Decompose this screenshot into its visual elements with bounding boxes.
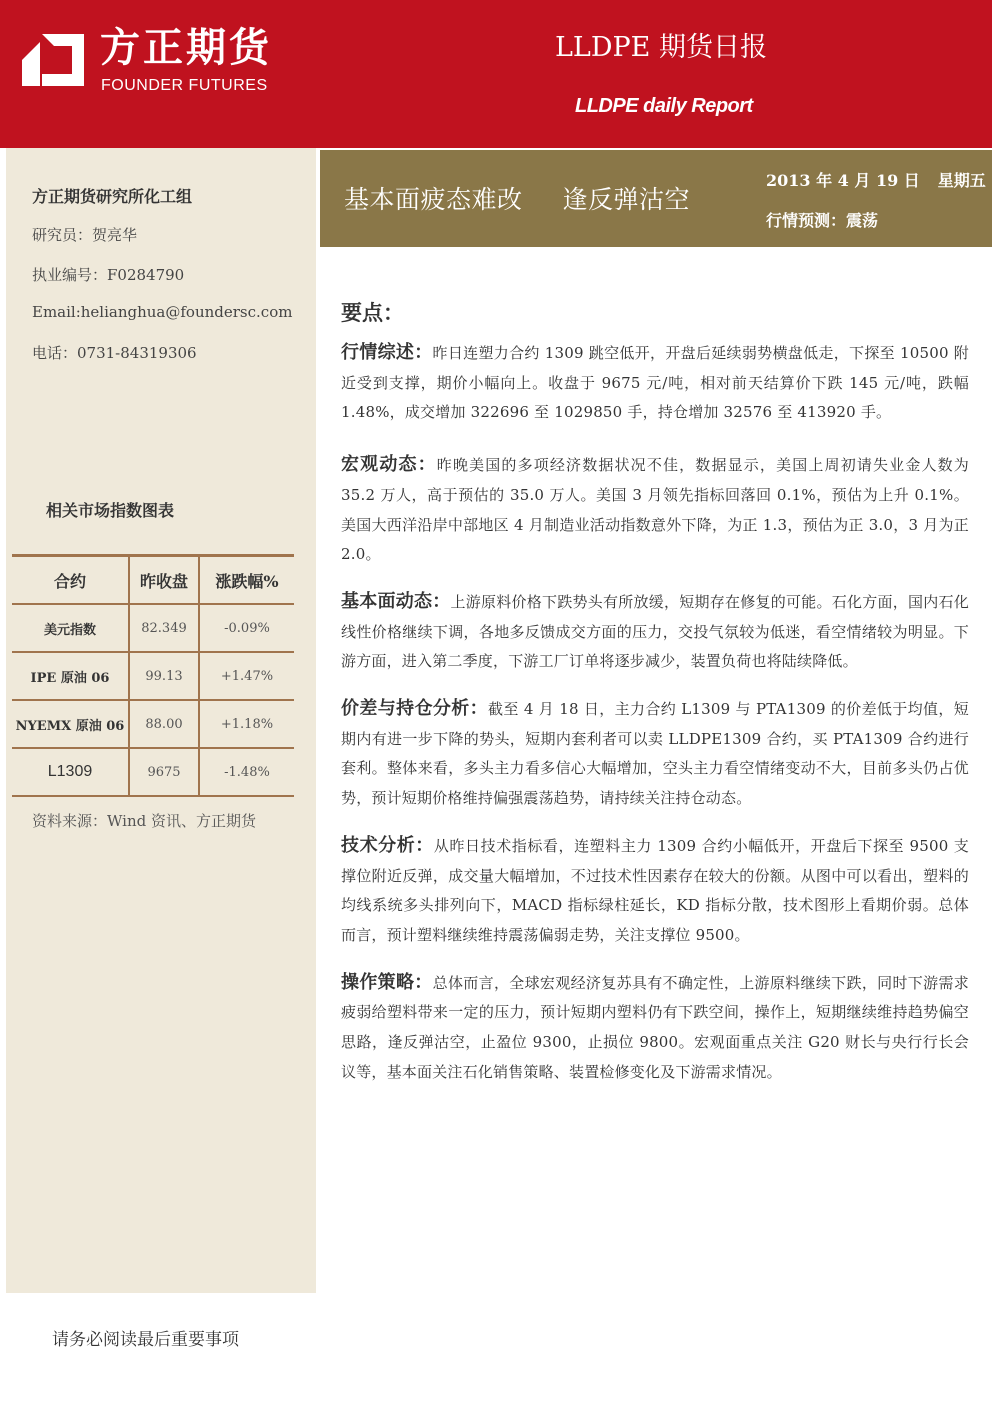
market-table-title: 相关市场指数图表 [46,501,175,520]
section-label: 操作策略： [341,971,433,993]
key-points-title: 要点： [341,300,404,325]
column-header: 合约 [12,556,129,605]
disclaimer-note: 请务必阅读最后重要事项 [52,1330,239,1350]
section-spread-position [341,694,969,814]
section-technical [341,831,969,951]
report-header [0,0,992,148]
sidebar [6,148,316,1293]
author-department: 方正期货研究所化工组 [32,187,193,206]
author-researcher: 研究员：贺亮华 [32,226,138,244]
column-header: 涨跌幅% [199,556,294,605]
section-text: 总体而言，全球宏观经济复苏具有不确定性，上游原料继续下跌，同时下游需求疲弱给塑料带来一定的压力，预计短期内塑料仍有下跌空间，操作上，短期继续维持趋势偏空思路，逢反弹沽空，止盈位 9300，止损位 9800。宏观面重点关注 G20 财长与央行行长会议等，基本面关注石化销售策略、装置检修变化及下游需求情况。 [341,973,969,1081]
headline-banner [320,150,992,247]
prev-close: 82.349 [129,604,199,652]
table-row [12,700,294,748]
column-header: 昨收盘 [129,556,199,605]
section-text: 昨晚美国的多项经济数据状况不佳，数据显示，美国上周初请失业金人数为 35.2 万人，高于预估的 35.0 万人。美国 3 月领先指标回落回 0.1%，预估为上升 0.1%。美国大西洋沿岸中部地区 4 月制造业活动指数意外下降，为正 1.3，预估为正 3.0，3 月为正 2.0。 [341,456,970,564]
contract-name: IPE 原油 06 [12,652,129,700]
section-text: 昨日连塑力合约 1309 跳空低开，开盘后延续弱势横盘低走，下探至 10500 附近受到支撑，期价小幅向上。收盘于 9675 元/吨，相对前天结算价下跌 145 元/吨，跌幅 1.48%，成交增加 322696 至 1029850 手，持仓增加 32576 至 413920 手。 [341,344,969,422]
table-row [12,604,294,652]
market-index-table [12,554,294,797]
author-license: 执业编号：F0284790 [32,266,185,284]
contract-name: 美元指数 [12,604,129,652]
section-fundamentals [341,587,969,677]
section-text: 上游原料价格下跌势头有所放缓，短期存在修复的可能。石化方面，国内石化线性价格继续下调，各地多反馈成交方面的压力，交投气氛较为低迷，看空情绪较为明显。下游方面，进入第二季度，下游工厂订单将逐步减少，装置负荷也将陆续降低。 [341,592,969,671]
table-row [12,748,294,796]
market-forecast: 行情预测：震荡 [766,211,879,230]
section-label: 行情综述： [341,342,433,363]
prev-close: 9675 [129,748,199,796]
date-text: 2013 年 4 月 19 日 [766,171,920,190]
section-label: 技术分析： [341,834,434,856]
company-name-en: FOUNDER FUTURES [101,77,268,94]
contract-name: L1309 [12,748,129,796]
section-label: 价差与持仓分析： [341,698,488,720]
author-email[interactable]: Email:helianghua@foundersc.com [32,303,293,321]
headline [344,184,690,216]
data-source-note: 资料来源：Wind 资讯、方正期货 [32,812,256,830]
section-strategy [341,968,969,1088]
company-name-cn: 方正期货 [100,25,272,71]
change-pct: +1.18% [199,700,294,748]
table-row [12,652,294,700]
weekday-text: 星期五 [937,171,986,190]
section-text: 截至 4 月 18 日，主力合约 L1309 与 PTA1309 的价差低于均值，短期内有进一步下降的势头，短期内套利者可以卖 LLDPE1309 合约，买 PTA1309 合约进行套利。整体来看，多头主力看多信心大幅增加，空头主力看空情绪变动不大，目前多头仍占优势，预计短期价格维持偏强震荡趋势，请持续关注持仓动态。 [341,700,969,808]
change-pct: -1.48% [199,748,294,796]
change-pct: +1.47% [199,652,294,700]
section-label: 宏观动态： [341,454,437,476]
author-phone: 电话：0731-84319306 [32,344,197,362]
section-label: 基本面动态： [341,590,451,612]
section-text: 从昨日技术指标看，连塑料主力 1309 合约小幅低开，开盘后下探至 9500 支撑位附近反弹，成交量大幅增加，不过技术性因素存在较大的份额。从图中可以看出，塑料的均线系统多头排列向下，MACD 指标绿柱延长，KD 指标分散，技术图形上看期价弱。总体而言，预计塑料继续维持震荡偏弱走势，关注支撑位 9500。 [341,836,969,944]
founder-logo-icon [20,30,86,90]
change-pct: -0.09% [199,604,294,652]
prev-close: 99.13 [129,652,199,700]
prev-close: 88.00 [129,700,199,748]
report-subtitle: LLDPE daily Report [575,95,753,117]
report-date [766,168,986,191]
report-title: LLDPE 期货日报 [555,32,767,63]
headline-part2: 逢反弹沽空 [562,185,691,214]
section-market-review [341,338,969,428]
section-macro [341,450,969,570]
table-header-row [12,556,294,605]
headline-part1: 基本面疲态难改 [344,185,523,214]
contract-name: NYEMX 原油 06 [12,700,129,748]
main-content [341,296,969,1104]
